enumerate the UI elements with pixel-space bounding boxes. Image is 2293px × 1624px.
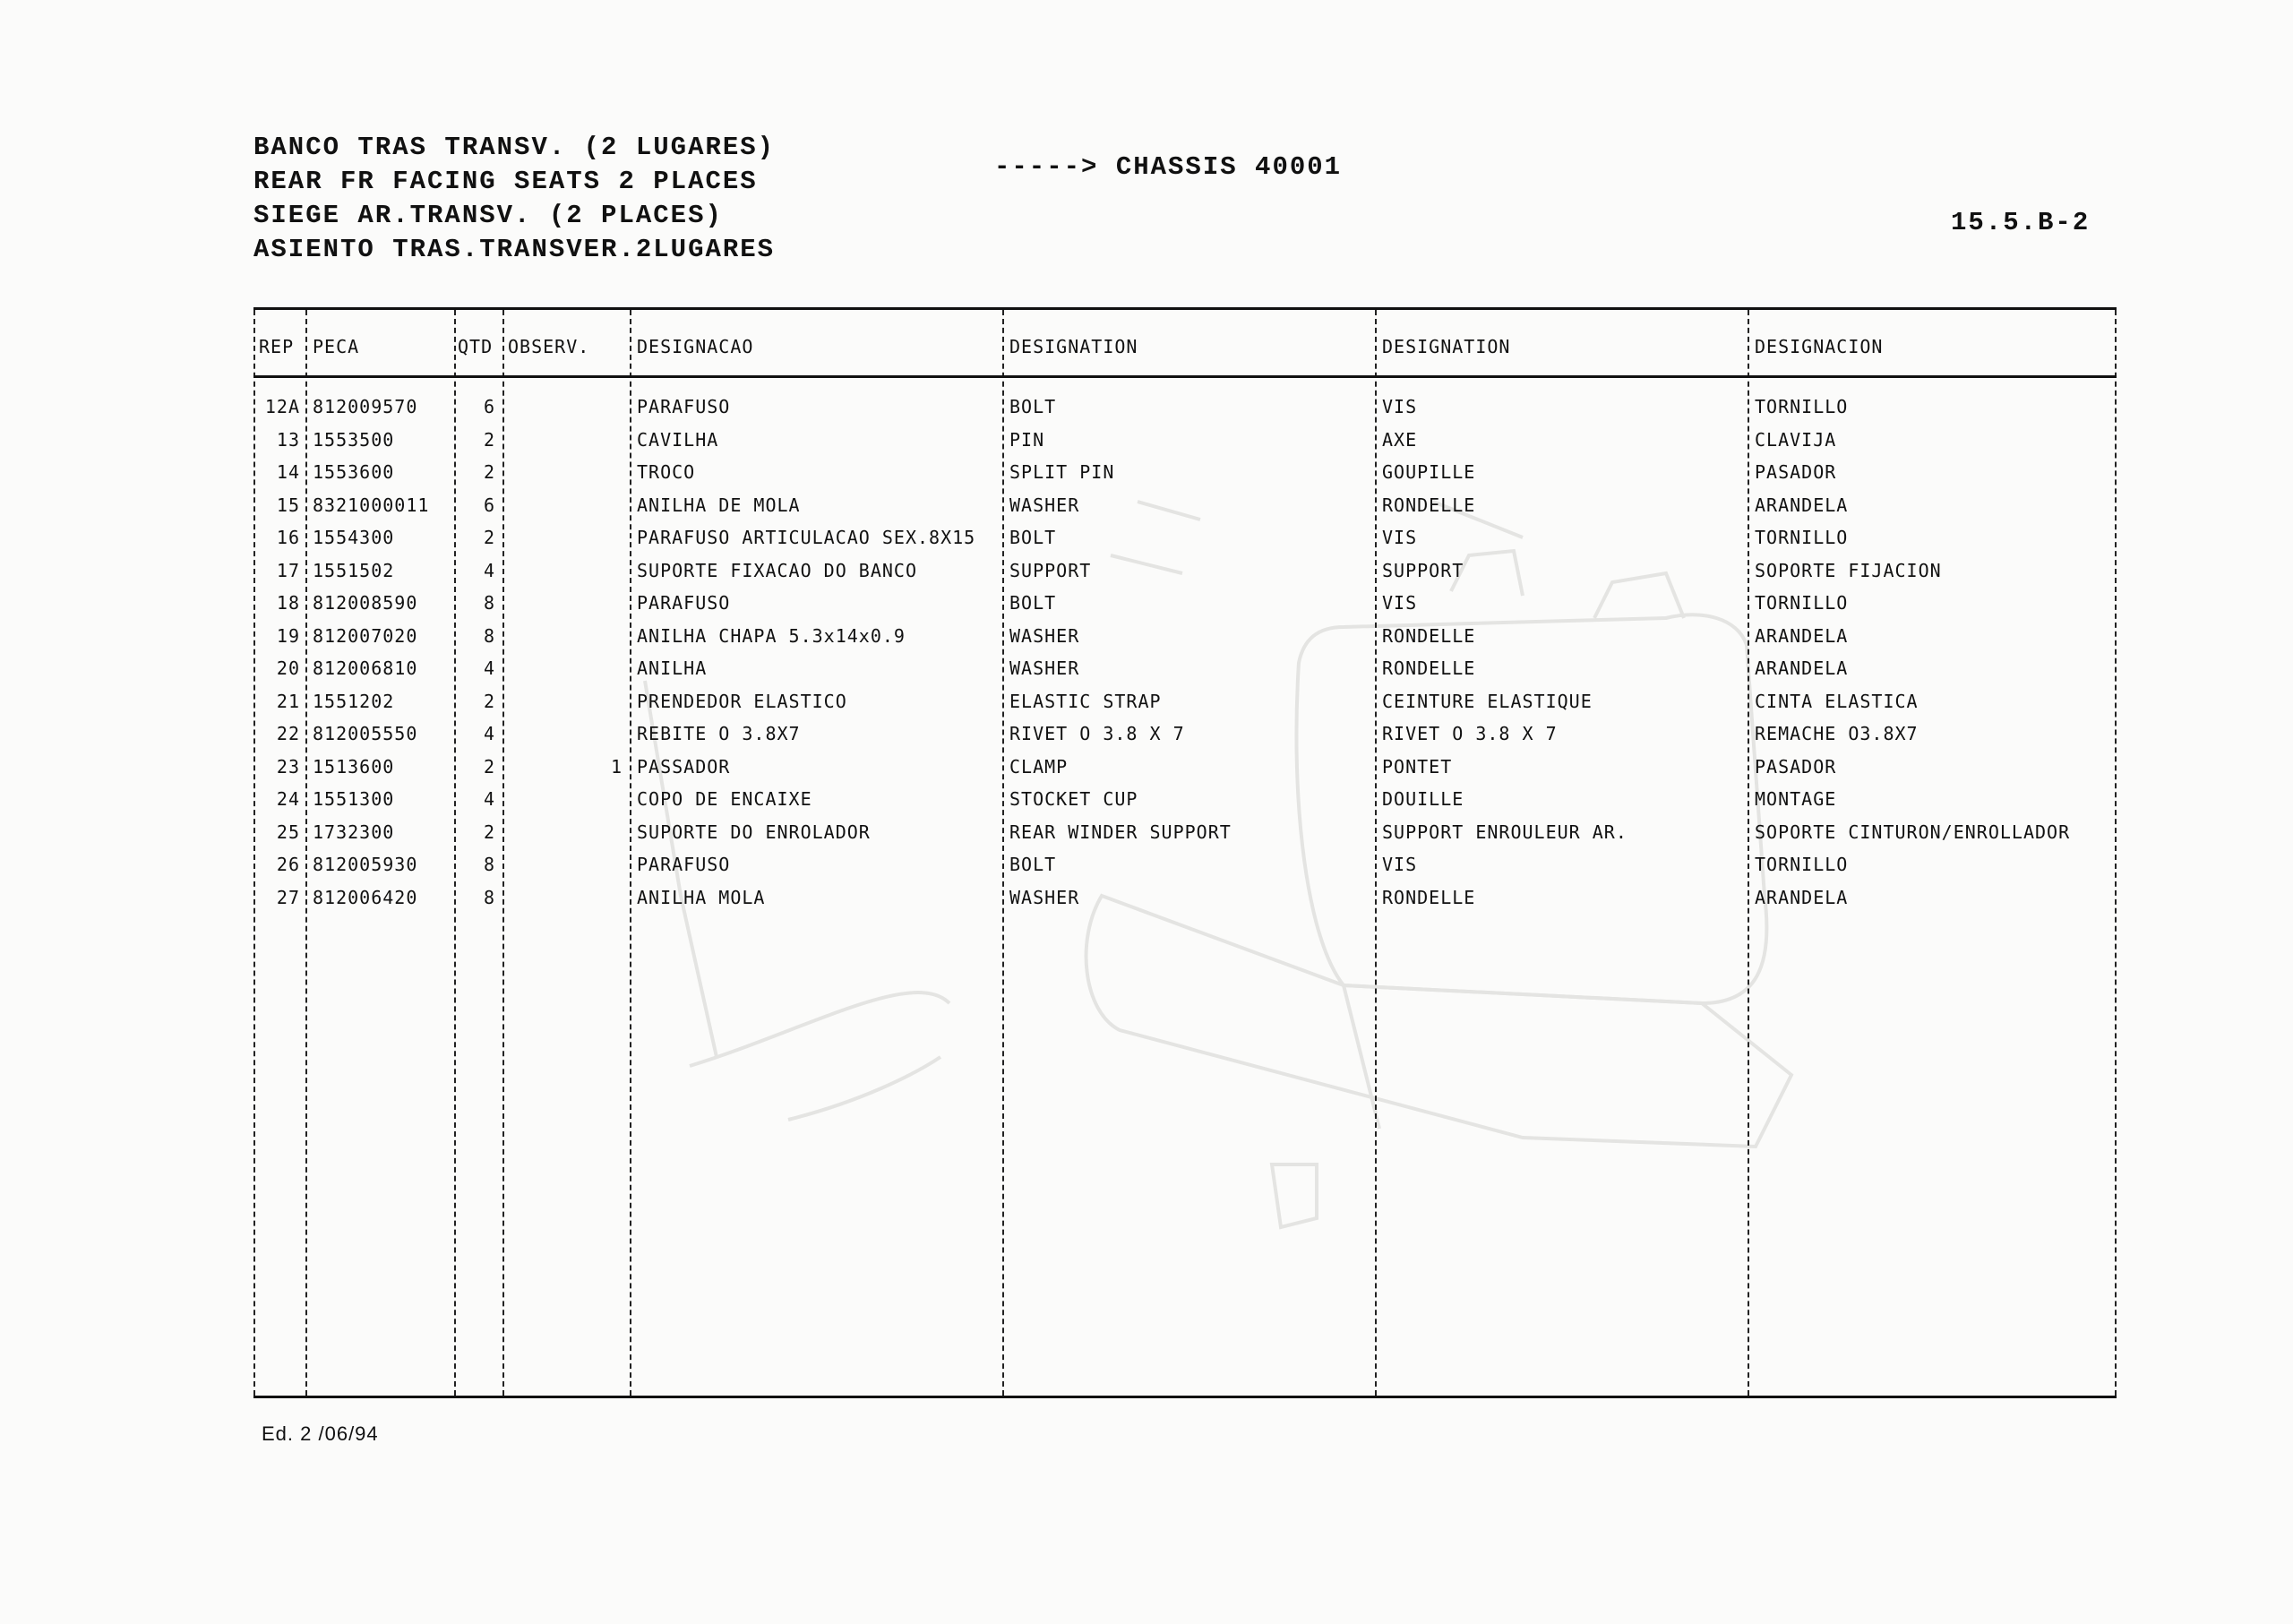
cell-observ xyxy=(508,456,623,489)
cell-observ: 1 xyxy=(610,755,623,778)
cell-designation-en: BOLT xyxy=(1009,527,1057,548)
cell-designation-fr: VIS xyxy=(1382,527,1418,548)
header-observ: OBSERV. xyxy=(508,336,590,357)
cell-designacion: REMACHE O3.8X7 xyxy=(1755,723,1919,744)
cell-observ xyxy=(508,489,623,522)
cell-designacion: TORNILLO xyxy=(1755,854,1849,875)
chassis-label: -----> CHASSIS 40001 xyxy=(994,152,1343,182)
cell-designation-en: WASHER xyxy=(1009,624,1080,647)
cell-rep: 27 xyxy=(276,886,300,908)
page-reference: 15.5.B-2 xyxy=(1951,208,2091,237)
cell-designacion: PASADOR xyxy=(1755,461,1837,483)
cell-peca: 1553500 xyxy=(313,428,395,451)
cell-designation-en: STOCKET CUP xyxy=(1009,788,1138,810)
cell-designation-fr: SUPPORT ENROULEUR AR. xyxy=(1382,821,1627,843)
cell-peca: 812006810 xyxy=(313,657,418,679)
cell-rep: 23 xyxy=(276,755,300,778)
cell-observ xyxy=(508,424,623,457)
cell-observ xyxy=(508,685,623,718)
cell-rep: 26 xyxy=(276,854,300,875)
cell-qtd: 8 xyxy=(483,592,495,614)
cell-observ xyxy=(508,391,623,424)
cell-designacao: REBITE O 3.8X7 xyxy=(637,723,801,744)
cell-designacion: TORNILLO xyxy=(1755,527,1849,548)
cell-designation-en: REAR WINDER SUPPORT xyxy=(1009,821,1232,843)
cell-designacao: ANILHA DE MOLA xyxy=(637,494,801,516)
cell-designacion: CINTA ELASTICA xyxy=(1755,690,1919,712)
cell-qtd: 4 xyxy=(483,723,495,744)
cell-designation-fr: AXE xyxy=(1382,428,1418,451)
cell-designation-fr: VIS xyxy=(1382,592,1418,614)
title-pt: BANCO TRAS TRANSV. (2 LUGARES) xyxy=(253,133,776,162)
cell-qtd: 8 xyxy=(483,624,495,647)
cell-peca: 1553600 xyxy=(313,461,395,483)
cell-observ xyxy=(508,587,623,620)
title-es: ASIENTO TRAS.TRANSVER.2LUGARES xyxy=(253,235,776,264)
cell-peca: 1554300 xyxy=(313,527,395,548)
column-divider xyxy=(454,310,456,1396)
cell-designacao: SUPORTE FIXACAO DO BANCO xyxy=(637,559,917,581)
cell-designation-fr: SUPPORT xyxy=(1382,559,1464,581)
cell-designation-en: WASHER xyxy=(1009,657,1080,679)
title-block xyxy=(253,131,775,267)
cell-observ xyxy=(508,521,623,554)
cell-qtd: 2 xyxy=(483,428,495,451)
cell-observ xyxy=(508,717,623,751)
cell-qtd: 2 xyxy=(483,755,495,778)
title-en: REAR FR FACING SEATS 2 PLACES xyxy=(253,167,758,196)
cell-observ xyxy=(508,881,623,915)
cell-peca: 812009570 xyxy=(313,396,418,417)
cell-peca: 1551300 xyxy=(313,788,395,810)
column-divider xyxy=(253,310,255,1396)
column-divider xyxy=(1748,310,1749,1396)
cell-designation-en: BOLT xyxy=(1009,396,1057,417)
cell-rep: 17 xyxy=(276,559,300,581)
cell-observ xyxy=(508,783,623,816)
header-designation-en: DESIGNATION xyxy=(1009,336,1138,357)
cell-designacao: ANILHA MOLA xyxy=(637,886,766,908)
header-rule xyxy=(253,375,2117,378)
cell-designacao: COPO DE ENCAIXE xyxy=(637,788,812,810)
column-divider xyxy=(1002,310,1004,1396)
cell-qtd: 4 xyxy=(483,657,495,679)
cell-rep: 12A xyxy=(264,396,300,417)
cell-designation-fr: RONDELLE xyxy=(1382,657,1476,679)
cell-designation-en: BOLT xyxy=(1009,592,1057,614)
cell-designation-en: CLAMP xyxy=(1009,755,1069,778)
cell-designacao: ANILHA xyxy=(637,657,708,679)
cell-peca: 812008590 xyxy=(313,592,418,614)
cell-rep: 24 xyxy=(276,788,300,810)
header-qtd: QTD xyxy=(458,336,494,357)
cell-qtd: 6 xyxy=(483,396,495,417)
header-peca: PECA xyxy=(313,336,360,357)
cell-designation-fr: VIS xyxy=(1382,854,1418,875)
cell-peca: 8321000011 xyxy=(313,494,430,516)
cell-rep: 16 xyxy=(276,527,300,548)
cell-designacion: SOPORTE CINTURON/ENROLLADOR xyxy=(1755,821,2071,843)
cell-designation-fr: DOUILLE xyxy=(1382,788,1464,810)
cell-qtd: 2 xyxy=(483,527,495,548)
parts-table xyxy=(253,307,2117,1398)
cell-observ xyxy=(508,652,623,685)
cell-designation-en: SUPPORT xyxy=(1009,559,1092,581)
cell-designation-fr: PONTET xyxy=(1382,755,1453,778)
header-designacao: DESIGNACAO xyxy=(637,336,754,357)
cell-rep: 14 xyxy=(276,461,300,483)
cell-qtd: 8 xyxy=(483,886,495,908)
title-fr: SIEGE AR.TRANSV. (2 PLACES) xyxy=(253,201,723,230)
cell-designacao: CAVILHA xyxy=(637,428,719,451)
cell-peca: 1551502 xyxy=(313,559,395,581)
cell-designacao: PARAFUSO xyxy=(637,592,731,614)
cell-designation-fr: VIS xyxy=(1382,396,1418,417)
cell-designacao: SUPORTE DO ENROLADOR xyxy=(637,821,871,843)
header-rep: REP xyxy=(259,336,295,357)
cell-designacao: PARAFUSO xyxy=(637,854,731,875)
cell-peca: 812006420 xyxy=(313,886,418,908)
cell-designacion: MONTAGE xyxy=(1755,788,1837,810)
column-divider xyxy=(1375,310,1377,1396)
cell-designacion: CLAVIJA xyxy=(1755,428,1837,451)
cell-designation-fr: GOUPILLE xyxy=(1382,461,1476,483)
cell-designacion: TORNILLO xyxy=(1755,592,1849,614)
cell-rep: 18 xyxy=(276,592,300,614)
cell-qtd: 2 xyxy=(483,461,495,483)
cell-rep: 13 xyxy=(276,428,300,451)
cell-qtd: 2 xyxy=(483,821,495,843)
cell-designation-en: PIN xyxy=(1009,428,1045,451)
cell-qtd: 4 xyxy=(483,788,495,810)
cell-peca: 1732300 xyxy=(313,821,395,843)
column-divider xyxy=(2115,310,2117,1396)
cell-designation-fr: RIVET O 3.8 X 7 xyxy=(1382,723,1558,744)
cell-peca: 1513600 xyxy=(313,755,395,778)
column-divider xyxy=(502,310,504,1396)
cell-observ xyxy=(508,620,623,653)
cell-designation-fr: RONDELLE xyxy=(1382,494,1476,516)
cell-designation-fr: RONDELLE xyxy=(1382,624,1476,647)
cell-rep: 22 xyxy=(276,723,300,744)
cell-designacion: ARANDELA xyxy=(1755,624,1849,647)
cell-qtd: 6 xyxy=(483,494,495,516)
cell-observ xyxy=(508,848,623,881)
column-divider xyxy=(630,310,631,1396)
cell-designation-en: BOLT xyxy=(1009,854,1057,875)
cell-designacion: ARANDELA xyxy=(1755,886,1849,908)
cell-observ xyxy=(508,554,623,588)
cell-designation-fr: RONDELLE xyxy=(1382,886,1476,908)
cell-designacion: TORNILLO xyxy=(1755,396,1849,417)
cell-designacao: PARAFUSO ARTICULACAO SEX.8X15 xyxy=(637,527,976,548)
cell-rep: 20 xyxy=(276,657,300,679)
cell-designation-en: RIVET O 3.8 X 7 xyxy=(1009,723,1185,744)
cell-peca: 812005930 xyxy=(313,854,418,875)
cell-designation-fr: CEINTURE ELASTIQUE xyxy=(1382,690,1593,712)
cell-designacion: PASADOR xyxy=(1755,755,1837,778)
column-divider xyxy=(305,310,307,1396)
cell-rep: 15 xyxy=(276,494,300,516)
cell-designacao: ANILHA CHAPA 5.3x14x0.9 xyxy=(637,624,906,647)
cell-designacion: SOPORTE FIJACION xyxy=(1755,559,1942,581)
cell-peca: 812005550 xyxy=(313,723,418,744)
cell-observ xyxy=(508,816,623,849)
edition-date: Ed. 2 /06/94 xyxy=(262,1422,379,1445)
cell-designacion: ARANDELA xyxy=(1755,494,1849,516)
cell-designacao: PASSADOR xyxy=(637,755,731,778)
cell-peca: 812007020 xyxy=(313,624,418,647)
cell-designation-en: WASHER xyxy=(1009,494,1080,516)
cell-qtd: 2 xyxy=(483,690,495,712)
cell-rep: 19 xyxy=(276,624,300,647)
cell-designacao: PARAFUSO xyxy=(637,396,731,417)
cell-designacao: PRENDEDOR ELASTICO xyxy=(637,690,847,712)
cell-rep: 25 xyxy=(276,821,300,843)
header-designation-fr: DESIGNATION xyxy=(1382,336,1511,357)
cell-peca: 1551202 xyxy=(313,690,395,712)
cell-rep: 21 xyxy=(276,690,300,712)
cell-designacao: TROCO xyxy=(637,461,696,483)
cell-qtd: 8 xyxy=(483,854,495,875)
cell-qtd: 4 xyxy=(483,559,495,581)
cell-designation-en: WASHER xyxy=(1009,886,1080,908)
cell-designation-en: SPLIT PIN xyxy=(1009,461,1115,483)
header-designacion: DESIGNACION xyxy=(1755,336,1884,357)
cell-designation-en: ELASTIC STRAP xyxy=(1009,690,1162,712)
cell-designacion: ARANDELA xyxy=(1755,657,1849,679)
